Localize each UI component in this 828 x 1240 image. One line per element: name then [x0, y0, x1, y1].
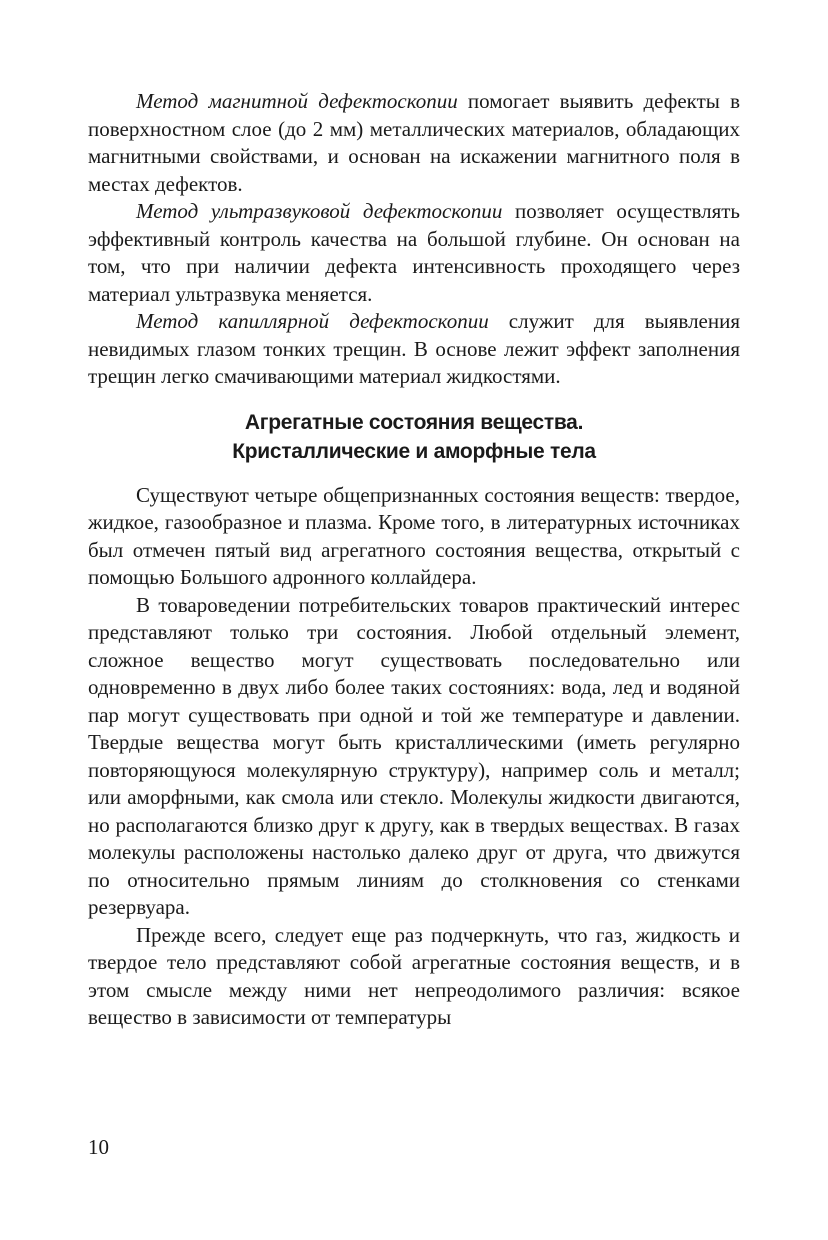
paragraph-magnetic-method: [88, 88, 740, 198]
paragraph-text: служит для выявления невидимых глазом тонких трещин. В основе лежит эффект заполнения трещин легко смачивающими материал жидкостями.: [88, 309, 741, 388]
section-heading-line-2: Кристаллические и аморфные тела: [232, 439, 596, 463]
paragraph-capillary-method: [88, 308, 740, 391]
paragraph-text: помогает выявить дефекты в поверхностном слое (до 2 мм) металлических материалов, обладающих магнитными свойствами, и основан на искажении магнитного поля в местах дефектов.: [88, 89, 740, 196]
section-heading: [88, 408, 740, 466]
paragraph-aggregate-states: Прежде всего, следует еще раз подчеркнуть, что газ, жидкость и твердое тело представляют собой агрегатные состояния веществ, и в этом смысле между ними нет непреодолимого различия: всякое вещество в зависимости от температуры: [88, 922, 740, 1029]
page-body: [88, 88, 740, 1032]
paragraph-commodity-science: В товароведении потребительских товаров практический интерес представляют только три состояния. Любой отдельный элемент, сложное вещество могут существовать последовательно или одновременно в двух либо более таких состояниях: вода, лед и водяной пар могут существовать при одной и той же температуре и давлении. Твердые вещества могут быть кристаллическими (иметь регулярно повторяющуюся молекулярную структуру), например соль и металл; или аморфными, как смола или стекло. Молекулы жидкости двигаются, но располагаются близко друг к другу, как в твердых веществах. В газах молекулы расположены настолько далеко друг от друга, что движутся по относительно прямым линиям до столкновения со стенками резервуара.: [88, 592, 740, 919]
page-number: 10: [88, 1135, 109, 1159]
term-magnetic-method: Метод магнитной дефектоскопии: [136, 89, 458, 113]
term-capillary-method: Метод капиллярной дефектоскопии: [136, 309, 489, 333]
paragraph-states-of-matter: Существуют четыре общепризнанных состояния веществ: твердое, жидкое, газообразное и плазма. Кроме того, в литературных источниках был отмечен пятый вид агрегатного состояния вещества, открытый с помощью Большого адронного коллайдера.: [88, 482, 740, 589]
paragraph-text: позволяет осуществлять эффективный контроль качества на большой глубине. Он основан на том, что при наличии дефекта интенсивность проходящего через материал ультразвука меняется.: [88, 199, 740, 306]
paragraph-ultrasonic-method: [88, 198, 740, 308]
section-heading-line-1: Агрегатные состояния вещества.: [244, 410, 584, 434]
term-ultrasonic-method: Метод ультразвуковой дефектоскопии: [136, 199, 503, 223]
